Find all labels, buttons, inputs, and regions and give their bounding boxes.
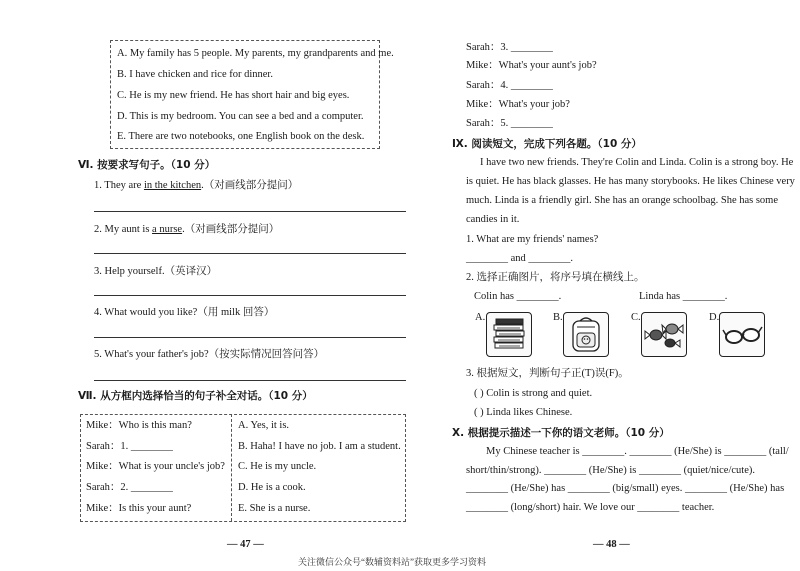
dialog-cont-line-5: Sarah：5. ________ — [466, 118, 553, 129]
linda-has[interactable]: Linda has ________. — [639, 291, 728, 302]
option-a: A. My family has 5 people. My parents, my grandparents and me. — [117, 48, 394, 59]
section-9-q3: 3. 根据短文，判断句子正(T)误(F)。 — [466, 368, 629, 379]
section-6-q1 — [94, 181, 298, 192]
dialog-cont-line-1: Sarah：3. ________ — [466, 42, 553, 53]
dialog-cont-line-4: Mike：What's your job? — [466, 99, 570, 110]
q1-underlined: in the kitchen — [143, 180, 202, 191]
section-9-title: Ⅸ. 阅读短文，完成下列各题。（10 分） — [452, 138, 642, 150]
section-6-q5: 5. What's your father's job?（按实际情况回答问答） — [94, 349, 325, 360]
passage-line-3: much. Linda is a friendly girl. She has an orange schoolbag. She has some — [466, 195, 779, 206]
answer-line-4[interactable] — [94, 337, 406, 338]
page-number-right: — 48 — — [593, 539, 630, 550]
passage-line-4: candies in it. — [466, 214, 520, 225]
passage-line-2: is quiet. He has black glasses. He has many storybooks. He likes Chinese very — [466, 176, 795, 187]
section-6-q3: 3. Help yourself.（英译汉） — [94, 266, 218, 277]
choice-d: D. He is a cook. — [238, 482, 306, 493]
dialog-line-3: Mike：What is your uncle's job? — [86, 461, 225, 472]
schoolbag-icon[interactable] — [563, 312, 609, 357]
option-e: E. There are two notebooks, one English book on the desk. — [117, 131, 365, 142]
section-7-title: Ⅶ. 从方框内选择恰当的句子补全对话。（10 分） — [78, 390, 313, 402]
candies-icon-svg — [642, 313, 686, 356]
section-6-q4: 4. What would you like?（用 milk 回答） — [94, 307, 275, 318]
section-6-q2 — [94, 225, 279, 236]
pic-label-b: B. — [553, 312, 563, 323]
choice-e: E. She is a nurse. — [238, 503, 311, 514]
pic-label-d: D. — [709, 312, 720, 323]
glasses-icon-svg — [720, 313, 764, 356]
dialog-line-2: Sarah：1. ________ — [86, 441, 173, 452]
footer-note: 关注微信公众号“数辅资料站”获取更多学习资料 — [298, 557, 486, 567]
q1-prefix: 1. They are — [94, 180, 144, 191]
essay-line-4: ________ (long/short) hair. We love our ________ teacher. — [466, 502, 715, 513]
dialog-box-divider — [231, 414, 232, 521]
section-9-q1-answer[interactable]: ________ and ________. — [466, 253, 574, 264]
page-number-left: — 47 — — [227, 539, 264, 550]
q1-suffix: .（对画线部分提问） — [201, 180, 299, 191]
pic-label-c: C. — [631, 312, 641, 323]
answer-line-1[interactable] — [94, 211, 406, 212]
dialog-cont-line-2: Mike：What's your aunt's job? — [466, 60, 597, 71]
books-icon-svg — [487, 313, 531, 356]
dialog-line-5: Mike：Is this your aunt? — [86, 503, 192, 514]
answer-line-2[interactable] — [94, 253, 406, 254]
section-9-q1: 1. What are my friends' names? — [466, 234, 599, 245]
choice-c: C. He is my uncle. — [238, 461, 317, 472]
pic-label-a: A. — [475, 312, 486, 323]
essay-line-2: short/thin/strong). ________ (He/She) is ________ (quiet/nice/cute). — [466, 465, 755, 476]
colin-has[interactable]: Colin has ________. — [474, 291, 562, 302]
essay-line-3: ________ (He/She) has ________ (big/small) eyes. ________ (He/She) has — [466, 483, 785, 494]
section-9-q2: 2. 选择正确图片，将序号填在横线上。 — [466, 272, 645, 283]
schoolbag-icon-svg — [564, 313, 608, 356]
q2-underlined: a nurse — [152, 224, 183, 235]
tf-item-2[interactable]: ( ) Linda likes Chinese. — [474, 407, 573, 418]
dialog-cont-line-3: Sarah：4. ________ — [466, 80, 553, 91]
answer-line-5[interactable] — [94, 380, 406, 381]
answer-line-3[interactable] — [94, 295, 406, 296]
q2-prefix: 2. My aunt is — [94, 224, 153, 235]
option-c: C. He is my new friend. He has short hair and big eyes. — [117, 90, 350, 101]
option-d: D. This is my bedroom. You can see a bed and a computer. — [117, 111, 364, 122]
glasses-icon[interactable] — [719, 312, 765, 357]
section-10-title: Ⅹ. 根据提示描述一下你的语文老师。（10 分） — [452, 427, 670, 439]
tf-item-1[interactable]: ( ) Colin is strong and quiet. — [474, 388, 593, 399]
essay-line-1: My Chinese teacher is ________. ________ (He/She) is ________ (tall/ — [486, 446, 789, 457]
option-b: B. I have chicken and rice for dinner. — [117, 69, 273, 80]
q2-suffix: .（对画线部分提问） — [182, 224, 280, 235]
books-icon[interactable] — [486, 312, 532, 357]
dialog-line-4: Sarah：2. ________ — [86, 482, 173, 493]
dialog-line-1: Mike：Who is this man? — [86, 420, 192, 431]
section-6-title: Ⅵ. 按要求写句子。（10 分） — [78, 159, 216, 171]
candies-icon[interactable] — [641, 312, 687, 357]
choice-b: B. Haha! I have no job. I am a student. — [238, 441, 401, 452]
passage-line-1: I have two new friends. They're Colin and Linda. Colin is a strong boy. He — [480, 157, 794, 168]
choice-a: A. Yes, it is. — [238, 420, 290, 431]
